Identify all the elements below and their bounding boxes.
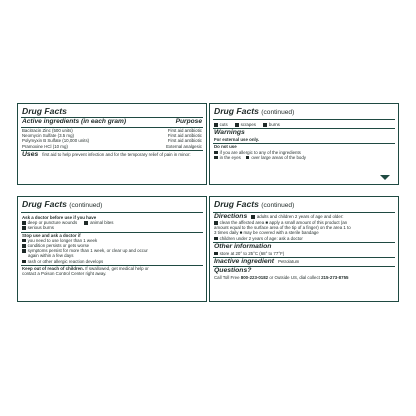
ingredient-purpose: First aid antibiotic	[167, 128, 202, 133]
stop-item-text: rash or other allergic reaction develops	[27, 258, 104, 264]
ingredient-name: Bacitracin Zinc (500 units)	[22, 128, 73, 133]
use-item: burns	[268, 122, 280, 127]
bullet-icon	[22, 239, 26, 243]
active-ingredients-header: Active ingredients (in each gram)	[22, 118, 127, 125]
directions-section	[210, 213, 398, 220]
uses-section	[18, 151, 206, 158]
directions-text: adults and children 2 years of age and older:	[256, 214, 344, 219]
inactive-label: Inactive ingredient	[214, 258, 275, 266]
ask-item-text: deep or puncture wounds	[27, 220, 78, 226]
stop-item-text: you need to use longer than 1 week	[27, 237, 98, 243]
bullet-icon	[22, 249, 26, 253]
other-info-label: Other information	[214, 242, 272, 250]
keep-out-label: Keep out of reach of children.	[22, 265, 84, 271]
active-ingredients-header-row	[18, 118, 206, 126]
use-item: scrapes	[240, 122, 256, 127]
inactive-section	[210, 258, 398, 265]
stop-item-text: again within a few days	[28, 253, 74, 259]
panel-title: Drug Facts	[22, 106, 67, 116]
bullet-icon	[263, 123, 267, 127]
panel-title-text: Drug Facts	[22, 199, 67, 209]
continued-label: (continued)	[69, 202, 103, 209]
drug-facts-panel-1	[17, 103, 207, 185]
ask-item	[18, 225, 206, 230]
use-item: cuts	[219, 122, 228, 127]
ingredient-name: Polymyxin B Sulfate (10,000 units)	[22, 138, 90, 144]
purpose-header: Purpose	[175, 118, 202, 125]
do-not-item	[210, 155, 398, 160]
ingredient-purpose: First aid antibiotic	[167, 138, 202, 144]
stop-item	[18, 259, 206, 264]
directions-first	[251, 214, 343, 219]
inactive-text: Petrolatum	[278, 259, 300, 265]
do-not-use-label: Do not use	[214, 144, 237, 150]
bullet-icon	[214, 123, 218, 127]
ingredient-name: Neomycin Sulfate (3.5 mg)	[22, 133, 74, 139]
bullet-icon	[235, 123, 239, 127]
do-not-item-text: if you are allergic to any of the ingredients	[219, 149, 301, 155]
directions-label: Directions	[214, 213, 248, 220]
bullet-icon	[214, 237, 218, 241]
continue-arrow-icon	[380, 175, 390, 180]
panel-title-text: Drug Facts	[214, 199, 259, 209]
bullet-icon	[22, 226, 26, 230]
bullet-icon	[22, 221, 26, 225]
panel-title-text: Drug Facts	[214, 106, 259, 116]
drug-facts-panel-3	[17, 196, 207, 302]
phone-number: 800-223-0182	[240, 275, 269, 281]
bullet-icon	[22, 260, 26, 264]
directions-text: children under 2 years of age: ask a doctor	[219, 235, 303, 241]
external-use-text: For external use only.	[214, 137, 260, 143]
continued-label: (continued)	[261, 202, 295, 209]
panel-title	[18, 197, 206, 211]
directions-line	[210, 236, 398, 241]
bullet-icon	[214, 221, 218, 225]
directions-line: 3 times daily ■ may be covered with a sterile bandage	[214, 230, 319, 236]
ask-doctor-label: Ask a doctor before use if you have	[22, 215, 97, 220]
other-info-text: store at 20° to 25°C (68° to 77°F)	[219, 250, 285, 256]
bullet-icon	[246, 156, 250, 160]
use-items	[210, 120, 398, 127]
drug-facts-panel-4	[209, 196, 399, 302]
bullet-icon	[84, 221, 88, 225]
drug-facts-panel-2	[209, 103, 399, 185]
outside-text: or Outside US, dial collect	[269, 275, 320, 281]
ask-item-text: serious burns	[27, 225, 54, 231]
uses-text: first aid to help prevent infection and for the temporary relief of pain in minor:	[42, 151, 191, 157]
directions-text: clean the affected area ■ apply a small amount of this product (an	[219, 220, 348, 225]
ask-item-text: animal bites	[90, 220, 114, 226]
bullet-icon	[214, 252, 218, 256]
call-text: Call Toll Free	[214, 275, 240, 281]
keep-out-text-2: contact a Poison Control Center right away.	[22, 271, 107, 277]
panel-title	[210, 104, 398, 118]
questions-label: Questions?	[214, 267, 252, 275]
stop-item-text: symptoms persist for more than 1 week, or clear up and occur	[27, 248, 148, 254]
bullet-icon	[214, 151, 218, 155]
warnings-label: Warnings	[214, 129, 245, 137]
uses-label: Uses	[22, 150, 39, 158]
bullet-icon	[251, 215, 255, 219]
stop-use-label: Stop use and ask a doctor if	[22, 232, 81, 238]
bullet-icon	[22, 244, 26, 248]
other-info-item	[210, 251, 398, 256]
ingredient-name: Pramoxine HCl (10 mg)	[22, 143, 68, 149]
stop-item-text: condition persists or gets worse	[27, 243, 90, 249]
contact-line	[210, 275, 398, 280]
phone-number-collect: 215-273-8755	[321, 275, 349, 281]
ingredient-row	[18, 144, 206, 149]
ingredient-purpose: External analgesic	[166, 143, 202, 149]
bullet-icon	[214, 156, 218, 160]
panel-title	[210, 197, 398, 211]
do-not-item-text: in the eyes	[219, 154, 241, 160]
directions-line: amount equal to the surface area of the tip of a finger) on the area 1 to	[214, 225, 351, 231]
keep-out-body: If swallowed, get medical help or	[85, 265, 149, 271]
continued-label: (continued)	[261, 109, 295, 116]
do-not-item-text: over large areas of the body	[251, 154, 307, 160]
ingredient-purpose: First aid antibiotic	[167, 133, 202, 139]
